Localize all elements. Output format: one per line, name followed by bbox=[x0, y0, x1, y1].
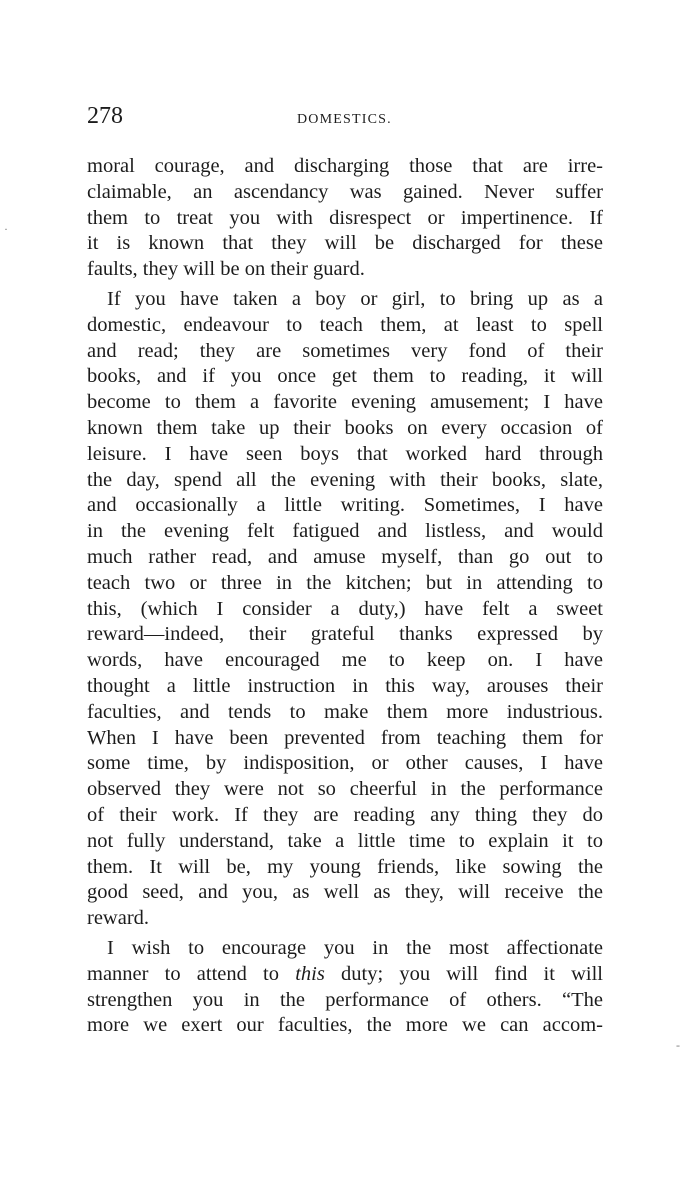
text-line: reward. bbox=[87, 907, 150, 930]
text-line: more we exert our faculties, the more we can accom- bbox=[87, 1014, 603, 1037]
text-line: not fully understand, take a little time to explain it to bbox=[87, 829, 603, 852]
text-line: manner to attend to this duty; you will find it will bbox=[87, 962, 603, 985]
text-line: leisure. I have seen boys that worked hard through bbox=[87, 442, 603, 465]
text-line: faculties, and tends to make them more industrious. bbox=[87, 700, 603, 723]
text-line: If you have taken a boy or girl, to bring up as a bbox=[107, 287, 603, 310]
text-line: known them take up their books on every occasion of bbox=[87, 416, 603, 439]
text-line: moral courage, and discharging those that are irre- bbox=[87, 155, 603, 177]
text-line: strengthen you in the performance of others. “The bbox=[87, 988, 603, 1011]
text-line: domestic, endeavour to teach them, at least to spell bbox=[87, 313, 603, 336]
text-line: When I have been prevented from teaching them for bbox=[87, 726, 603, 749]
page-header bbox=[87, 103, 603, 133]
text-line: and occasionally a little writing. Sometimes, I have bbox=[87, 494, 603, 517]
text-line: faults, they will be on their guard. bbox=[87, 258, 365, 281]
text-line: good seed, and you, as well as they, will receive the bbox=[87, 881, 603, 904]
text-line: some time, by indisposition, or other causes, I have bbox=[87, 752, 603, 775]
paragraph-1 bbox=[87, 154, 603, 283]
text-line: thought a little instruction in this way, arouses their bbox=[87, 674, 603, 697]
emphasis: this bbox=[295, 962, 325, 985]
text-line: much rather read, and amuse myself, than go out to bbox=[87, 545, 603, 568]
text-line: claimable, an ascendancy was gained. Never suffer bbox=[87, 180, 603, 203]
text-line: words, have encouraged me to keep on. I have bbox=[87, 649, 603, 672]
margin-speck: · bbox=[4, 222, 8, 236]
text-line: reward—indeed, their grateful thanks expressed by bbox=[87, 623, 603, 646]
margin-speck: - bbox=[676, 1038, 680, 1052]
text-line: books, and if you once get them to reading, it will bbox=[87, 365, 603, 388]
paragraph-2 bbox=[87, 287, 603, 932]
text-line: it is known that they will be discharged for these bbox=[87, 232, 603, 255]
text-line: them to treat you with disrespect or impertinence. If bbox=[87, 206, 603, 229]
text-line: observed they were not so cheerful in the performance bbox=[87, 778, 603, 801]
running-title: DOMESTICS. bbox=[297, 112, 392, 127]
body-text bbox=[87, 154, 603, 1039]
text-line: this, (which I consider a duty,) have felt a sweet bbox=[87, 597, 603, 620]
text-line: in the evening felt fatigued and listless, and would bbox=[87, 520, 603, 543]
text-line: the day, spend all the evening with their books, slate, bbox=[87, 468, 603, 491]
text-line: become to them a favorite evening amusement; I have bbox=[87, 391, 603, 414]
text-line: and read; they are sometimes very fond of their bbox=[87, 339, 603, 362]
text-line: of their work. If they are reading any thing they do bbox=[87, 803, 603, 826]
text-line: I wish to encourage you in the most affectionate bbox=[107, 936, 603, 959]
text-line: them. It will be, my young friends, like sowing the bbox=[87, 855, 603, 878]
page-number: 278 bbox=[87, 103, 123, 129]
text-line: teach two or three in the kitchen; but in attending to bbox=[87, 571, 603, 594]
paragraph-3 bbox=[87, 936, 603, 1039]
